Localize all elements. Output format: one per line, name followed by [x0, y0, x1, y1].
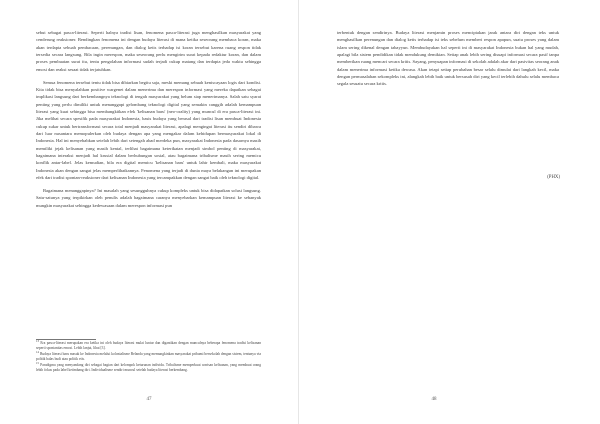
footnote-15: [36, 363, 261, 374]
author-signature: (PHX): [547, 175, 560, 180]
footnote-14: [36, 350, 261, 366]
page-number-right: 48: [431, 397, 437, 402]
right-paragraph-1: terbentuk dengan sendirinya. Budaya literasi menjamin proses menciptakan jarak antara diri dengan teks untuk menghasilkan perenungan dan dialog ketis terhadap isi teks sebelum memberi respon apapun, suatu proses yang dalam islam sering dikenal dengan tabayyun. Membudayakan hal seperti ini di masyarakat Indonesia bukan hal yang mudah, apalagi bila sistem pendidikan tidak mendukung demikian. Setiap anak lebih sering disuapi informasi secara pasif tanpa memberikan ruang mencari secara kritis. Sayang, penyuapan informasi di sekolah adalah akar dari pasivitas seorang anak dalam menerima informasi ketika dewasa. Akan tetapi setiap perubahan besar selalu dimulai dari langkah kecil, maka dengan permasalahan sekompleks ini, alangkah lebih baik untuk bersusah diri yang kecil terlebih dahulu selalu membaca segala sesuatu secara kritis.: [337, 30, 559, 87]
left-page: [0, 0, 299, 424]
left-paragraph-3: Bagaimana menanggapinya? Ini masalah yang sesungguhnya cukup kompleks untuk bisa didapatkan solusi langsung. Satu-satunya yang terpikirkan oleh penulis adalah bagaimana caranya menyebarkan kemampuan literasi ke sebanyak mungkin masyarakat sehingga kedewasaan dalam merespon informasi pun: [36, 187, 261, 208]
left-paragraph-2: Semua fenomena tersebut tentu tidak bisa dibiarkan begitu saja, meski memang sebuah keniscayaan logis dari kondisi. Kita tidak bisa menyalahkan positive wargenet dalam menerima dan merespon informasi yang mereka dapatkan sebagai implikasi langsung dari berkembangnya teknologi di tengah masyarakat yang belum siap menerimanya. Salah satu syarat penting yang perlu dimiliki untuk menanggapi gelombang teknologi digital yang semakin canggih adalah kemampuan literasi yang kuat sehingga bisa membangkitkan efek 'kelisanan baru' (neo-orality) yang muncul di era pasca-literasi ini. Jika melihat secara spesifik pada masyarakat Indonesia, basis budaya yang berasal dari tradisi lisan membuat Indonesia cukup sukar untuk bertransformasi secara total menjadi masyarakat literasi, apalagi mengingat literasi itu sendiri dibawa dari luar nusantara memopulerkan oleh budaya dengan apa yang mengakar dalam kehidupan bermasyarakat lokal di Indonesia. Hal ini menyebabkan setelah lebih dari setengah abad merdeka pun, masyarakat Indonesia pada dasarnya masih memiliki jejak kelisanan yang masih kental, terlihat bagaimana keterikatan menjadi simbol penting di masyarakat, bagaimana interaksi menjadi hal krusial dalam berhubungan sosial, atau bagaimana tribalisme masih sering memicu konflik antar-label. Jelas kemudian, bila era digital memicu 'kelisanan baru' untuk lahir kembali, maka masyarakat Indonesia akan dengan sangat jelas memperlihatkannya. Fenomena yang terjadi di dunia maya belakangan ini merupakan efek dari tradisi spontan-reaksioner dari kelisanan Indonesia yang tercampakkan dengan sangat baik oleh teknologi digital.: [36, 79, 261, 181]
footnote-13: [36, 339, 261, 355]
right-page: [300, 0, 600, 424]
right-page-body: [337, 29, 559, 88]
left-page-body: [36, 29, 261, 209]
footnote-marker-14: 14: [36, 350, 39, 355]
footnote-13-text: Era pasca-literasi merupakan era ketika ini oleh budaya literasi mulai luntur dan digantikan dengan munculnya beberapa fenomena tradisi kelisanan seperti spontanitas emosi. Lebih lanjut, lihat [3].: [36, 341, 261, 351]
footnote-15-text: Paradigma yang menyandang diri sebagai bagian dari kelompok keturunan individu. Tribalisme memperkuat warisan kelisanan, yang membuat orang lebih fokus pada label ketimbang diri. Individualisme sendiri muncul setelah budaya literasi berkembang.: [36, 362, 261, 373]
footnote-divider: [36, 339, 96, 340]
footnote-marker-15: 15: [36, 361, 39, 366]
left-paragraph-1: sebut sebagai pasca-literasi. Seperti halnya tradisi lisan, fenomena pasca-literasi juga menghasilkan masyarakat yang cenderung reaksioner. Bendingkan fenomena ini dengan budaya literasi di mana ketika seseorang membaca koran, maka akan terdapta sebuah pembacaan, perenungan, dan dialog ketis terhadap isi koran tersebut karena ruang respon tidak tersedia secara langsung. Bila ingin merespon, maka seseorang perlu mengirim surat kepada redaktur koran, dan dalam proses pembuatan surat itu, tentu pengolahan informasi sudah terjadi cukup matang dan terdapta jeda waktu sehingga emosi dan reaksi sesaat tidak terjatuhkan.: [36, 30, 261, 72]
footnote-marker-13: 13: [36, 339, 39, 344]
footnote-14-text: Budaya literasi baru masuk ke Indonesia melalui kolonialisme Belanda yang memungkinkan masyarakat pribumi bersekolah dengan sistem, tentunya via politik balas budi atau politik etis.: [36, 351, 261, 362]
footnotes: [36, 341, 261, 374]
page-number-left: 47: [146, 397, 152, 402]
